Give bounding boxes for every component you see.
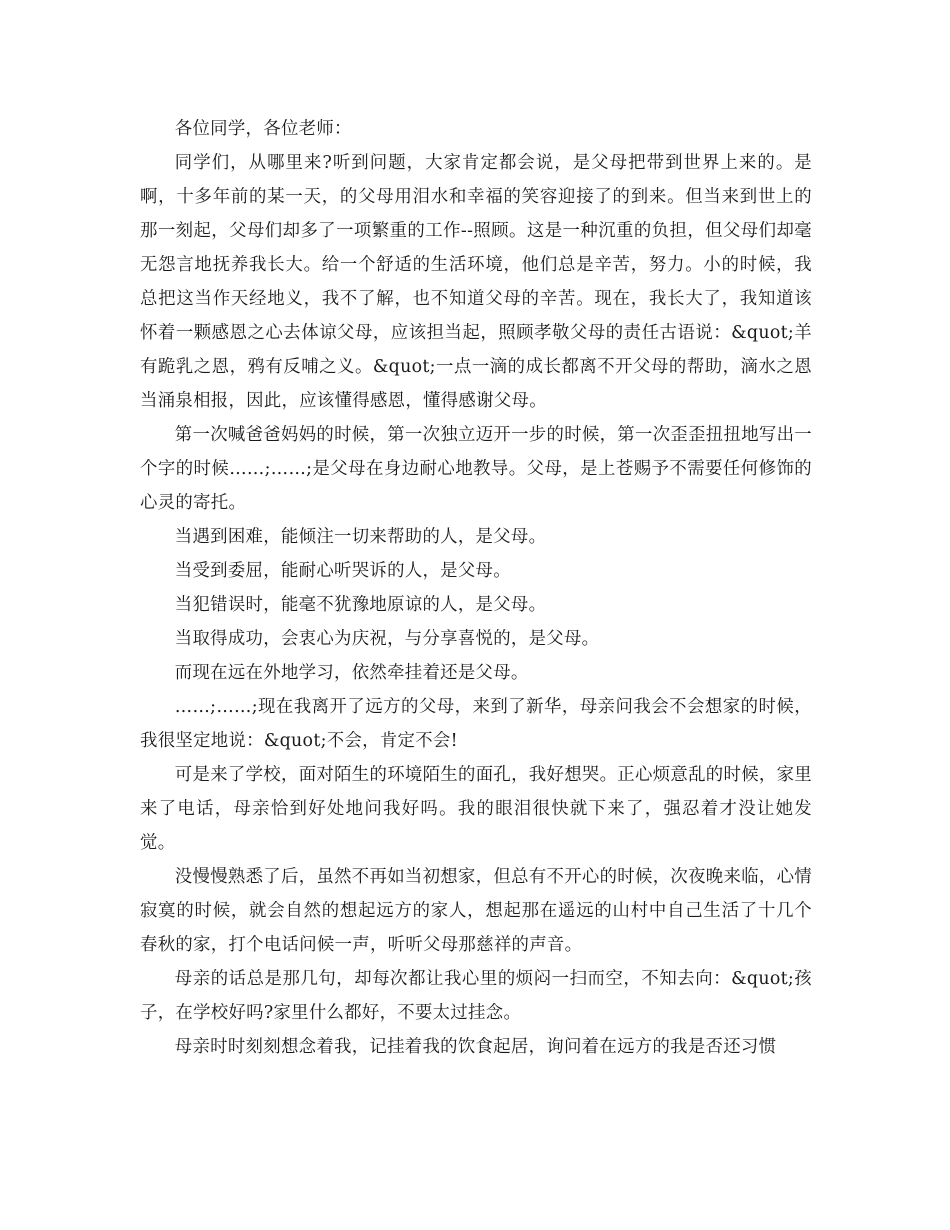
paragraph-success: 当取得成功，会衷心为庆祝，与分享喜悦的，是父母。 [174,629,600,649]
document-body [140,112,812,1064]
paragraph-school-arrival: 可是来了学校，面对陌生的环境陌生的面孔，我好想哭。正心烦意乱的时候，家里来了电话，母亲恰到好处地问我好吗。我的眼泪很快就下来了，强忍着才没让她发觉。 [140,765,812,853]
paragraph-homesick-question: ……;……;现在我离开了远方的父母，来到了新华，母亲问我会不会想家的时候，我很坚定地说：&quot;不会，肯定不会! [140,697,812,751]
paragraph-grievance: 当受到委屈，能耐心听哭诉的人，是父母。 [174,561,511,581]
greeting-paragraph: 各位同学，各位老师： [174,119,352,139]
paragraph-origin: 同学们，从哪里来?听到问题，大家肯定都会说，是父母把带到世界上来的。是啊，十多年前的某一天，的父母用泪水和幸福的笑容迎接了的到来。但当来到世上的那一刻起，父母们却多了一项繁重的工作--照顾。这是一种沉重的负担，但父母们却毫无怨言地抚养我长大。给一个舒适的生活环境，他们总是辛苦，努力。小的时候，我总把这当作天经地义，我不了解，也不知道父母的辛苦。现在，我长大了，我知道该怀着一颗感恩之心去体谅父母，应该担当起，照顾孝敬父母的责任古语说：&quot;羊有跪乳之恩，鸦有反哺之义。&quot;一点一滴的成长都离不开父母的帮助，滴水之恩当涌泉相报，因此，应该懂得感恩，懂得感谢父母。 [140,153,812,411]
paragraph-mother-thinking: 母亲时时刻刻想念着我，记挂着我的饮食起居，询问着在远方的我是否还习惯 [174,1037,777,1057]
paragraph-getting-used: 没慢慢熟悉了后，虽然不再如当初想家，但总有不开心的时候，次夜晚来临，心情寂寞的时候，就会自然的想起远方的家人，想起那在遥远的山村中自己生活了十几个春秋的家，打个电话问候一声，听听父母那慈祥的声音。 [140,867,812,955]
paragraph-firsts: 第一次喊爸爸妈妈的时候，第一次独立迈开一步的时候，第一次歪歪扭扭地写出一个字的时候……;……;是父母在身边耐心地教导。父母，是上苍赐予不需要任何修饰的心灵的寄托。 [140,425,812,513]
paragraph-mother-words: 母亲的话总是那几句，却每次都让我心里的烦闷一扫而空，不知去向：&quot;孩子，在学校好吗?家里什么都好，不要太过挂念。 [140,969,812,1023]
paragraph-mistake: 当犯错误时，能毫不犹豫地原谅的人，是父母。 [174,595,547,615]
paragraph-difficulty: 当遇到困难，能倾注一切来帮助的人，是父母。 [174,527,547,547]
paragraph-away: 而现在远在外地学习，依然牵挂着还是父母。 [174,663,529,683]
